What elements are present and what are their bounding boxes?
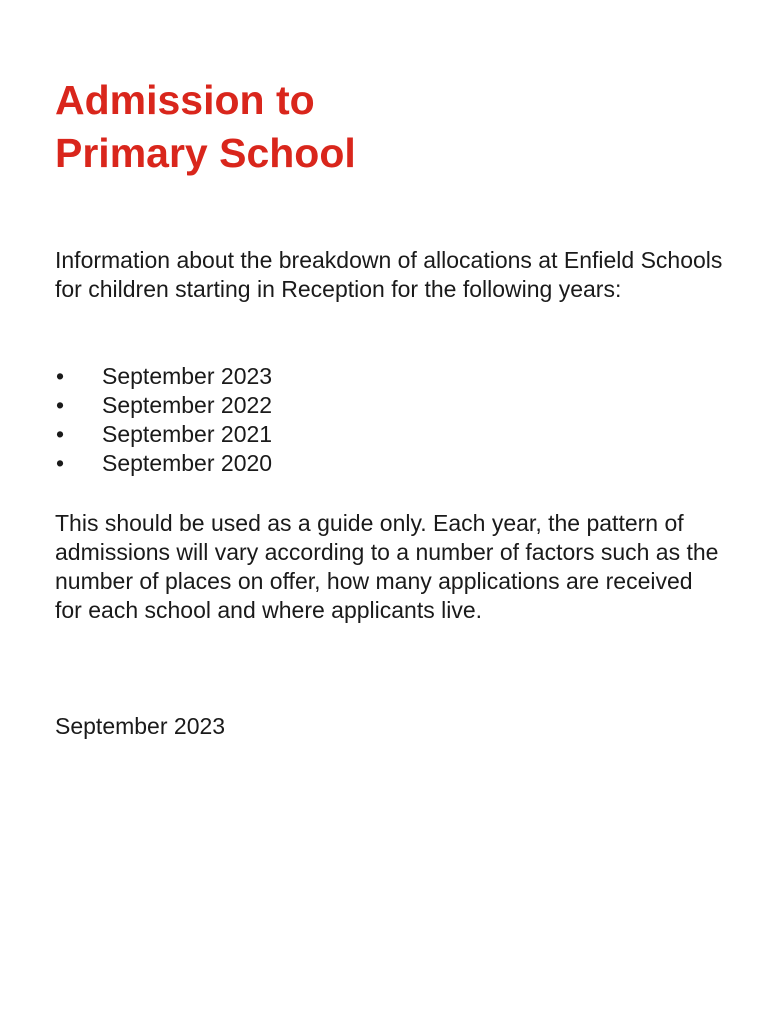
bullet-icon: • bbox=[56, 392, 65, 418]
footer-date: September 2023 bbox=[55, 713, 226, 739]
title-line-2: Primary School bbox=[55, 130, 356, 176]
year-label: September 2022 bbox=[102, 392, 273, 418]
list-item bbox=[55, 420, 272, 449]
year-list bbox=[55, 362, 272, 478]
title-line-1: Admission to bbox=[55, 77, 315, 123]
intro-paragraph: Information about the breakdown of allocations at Enfield Schools for children starting in Reception for the following years: bbox=[55, 247, 723, 302]
year-label: September 2023 bbox=[102, 363, 273, 389]
list-item bbox=[55, 449, 272, 478]
list-item bbox=[55, 391, 272, 420]
bullet-icon: • bbox=[56, 450, 65, 476]
page-title bbox=[55, 74, 356, 180]
year-label: September 2020 bbox=[102, 450, 273, 476]
bullet-icon: • bbox=[56, 363, 65, 389]
bullet-icon: • bbox=[56, 421, 65, 447]
year-label: September 2021 bbox=[102, 421, 273, 447]
guide-paragraph: This should be used as a guide only. Each year, the pattern of admissions will vary according to a number of factors such as the number of places on offer, how many applications are received for each school and where applicants live. bbox=[55, 510, 719, 623]
list-item bbox=[55, 362, 272, 391]
